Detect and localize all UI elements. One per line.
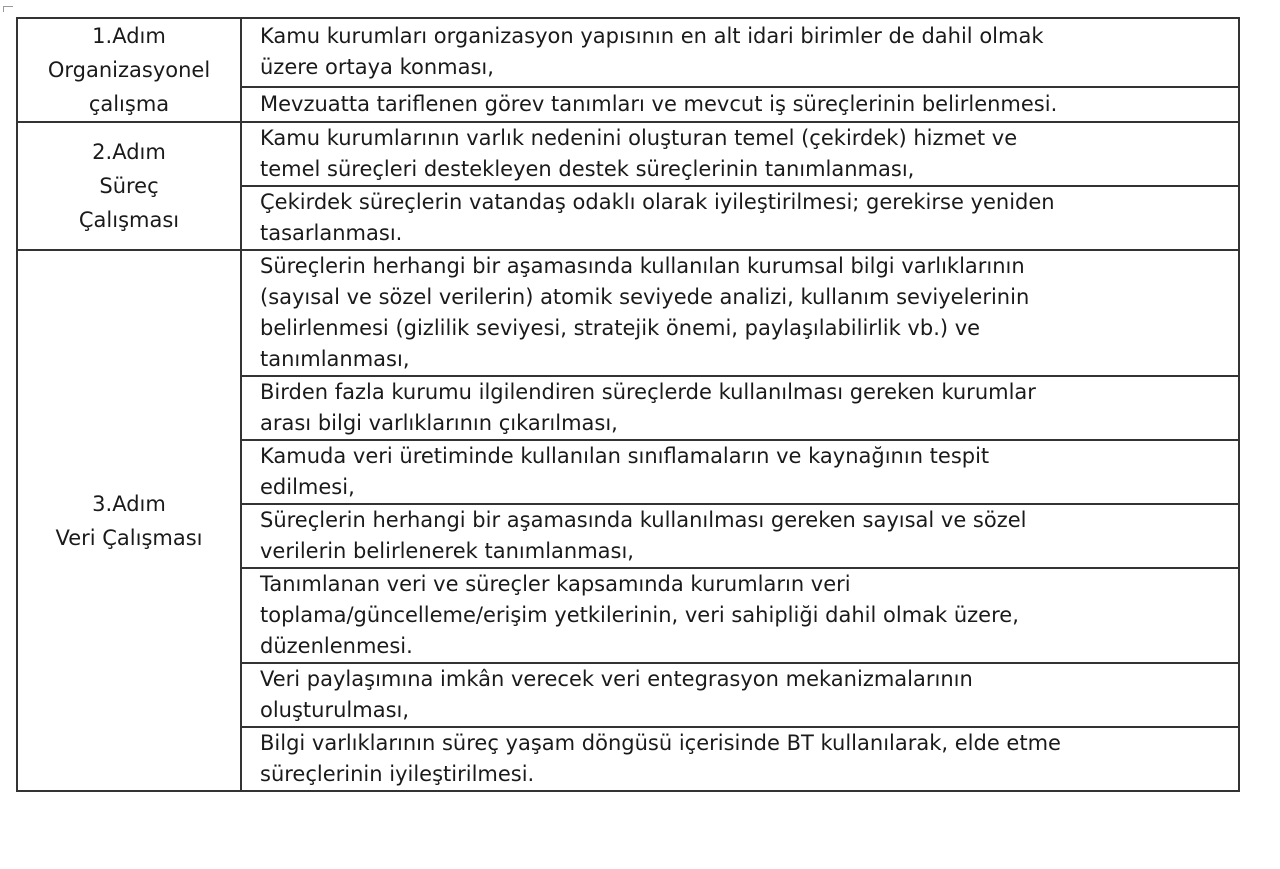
item-line: Kamuda veri üretiminde kullanılan sınıflamaların ve kaynağının tespit xyxy=(260,444,990,468)
step-item xyxy=(241,87,1239,122)
item-line: oluşturulması, xyxy=(260,698,410,722)
item-line: süreçlerinin iyileştirilmesi. xyxy=(260,762,535,786)
item-line: tanımlanması, xyxy=(260,347,410,371)
item-line: verilerin belirlenerek tanımlanması, xyxy=(260,539,634,563)
item-line: belirlenmesi (gizlilik seviyesi, stratejik önemi, paylaşılabilirlik vb.) ve xyxy=(260,316,981,340)
table-row xyxy=(17,18,1239,87)
step-item xyxy=(241,122,1239,186)
step-label-3 xyxy=(17,250,241,791)
item-line: Mevzuatta tariflenen görev tanımları ve mevcut iş süreçlerinin belirlenmesi. xyxy=(260,91,1058,116)
step-label-line: Organizasyonel xyxy=(47,58,211,82)
item-line: edilmesi, xyxy=(260,475,355,499)
item-line: Çekirdek süreçlerin vatandaş odaklı olarak iyileştirilmesi; gerekirse yeniden xyxy=(260,190,1055,214)
step-label-2 xyxy=(17,122,241,250)
item-line: Süreçlerin herhangi bir aşamasında kullanılan kurumsal bilgi varlıklarının xyxy=(260,254,1025,278)
steps-table xyxy=(16,17,1240,792)
item-line: temel süreçleri destekleyen destek süreçlerinin tanımlanması, xyxy=(260,157,915,181)
item-line: Veri paylaşımına imkân verecek veri entegrasyon mekanizmalarının xyxy=(260,667,973,691)
step-item xyxy=(241,504,1239,568)
item-line: Süreçlerin herhangi bir aşamasında kullanılması gereken sayısal ve sözel xyxy=(260,508,1027,532)
corner-mark xyxy=(3,6,13,12)
step-item xyxy=(241,663,1239,727)
item-line: toplama/güncelleme/erişim yetkilerinin, veri sahipliği dahil olmak üzere, xyxy=(260,603,1019,627)
item-line: Bilgi varlıklarının süreç yaşam döngüsü içerisinde BT kullanılarak, elde etme xyxy=(260,731,1061,755)
step-label-line: 2.Adım xyxy=(92,140,166,164)
item-line: Birden fazla kurumu ilgilendiren süreçlerde kullanılması gereken kurumlar xyxy=(260,380,1036,404)
item-line: tasarlanması. xyxy=(260,221,403,245)
step-label-line: Veri Çalışması xyxy=(55,525,203,550)
step-label-line: çalışma xyxy=(88,92,170,116)
item-line: düzenlenmesi. xyxy=(260,634,413,658)
step-label-line: 3.Adım xyxy=(92,491,166,516)
step-item xyxy=(241,727,1239,791)
step-label-line: 1.Adım xyxy=(92,24,166,48)
item-line: üzere ortaya konması, xyxy=(260,55,494,80)
item-line: (sayısal ve sözel verilerin) atomik seviyede analizi, kullanım seviyelerinin xyxy=(260,285,1030,309)
item-line: Kamu kurumlarının varlık nedenini oluşturan temel (çekirdek) hizmet ve xyxy=(260,126,1018,150)
step-item xyxy=(241,440,1239,504)
table-row xyxy=(17,250,1239,376)
step-item xyxy=(241,568,1239,663)
step-item xyxy=(241,250,1239,376)
table-row xyxy=(17,122,1239,186)
step-label-line: Süreç xyxy=(99,174,159,198)
item-line: arası bilgi varlıklarının çıkarılması, xyxy=(260,411,618,435)
step-label-1 xyxy=(17,18,241,122)
step-label-line: Çalışması xyxy=(78,208,180,232)
item-line: Kamu kurumları organizasyon yapısının en alt idari birimler de dahil olmak xyxy=(260,24,1044,49)
step-item xyxy=(241,18,1239,87)
step-item xyxy=(241,376,1239,440)
item-line: Tanımlanan veri ve süreçler kapsamında kurumların veri xyxy=(260,572,851,596)
step-item xyxy=(241,186,1239,250)
